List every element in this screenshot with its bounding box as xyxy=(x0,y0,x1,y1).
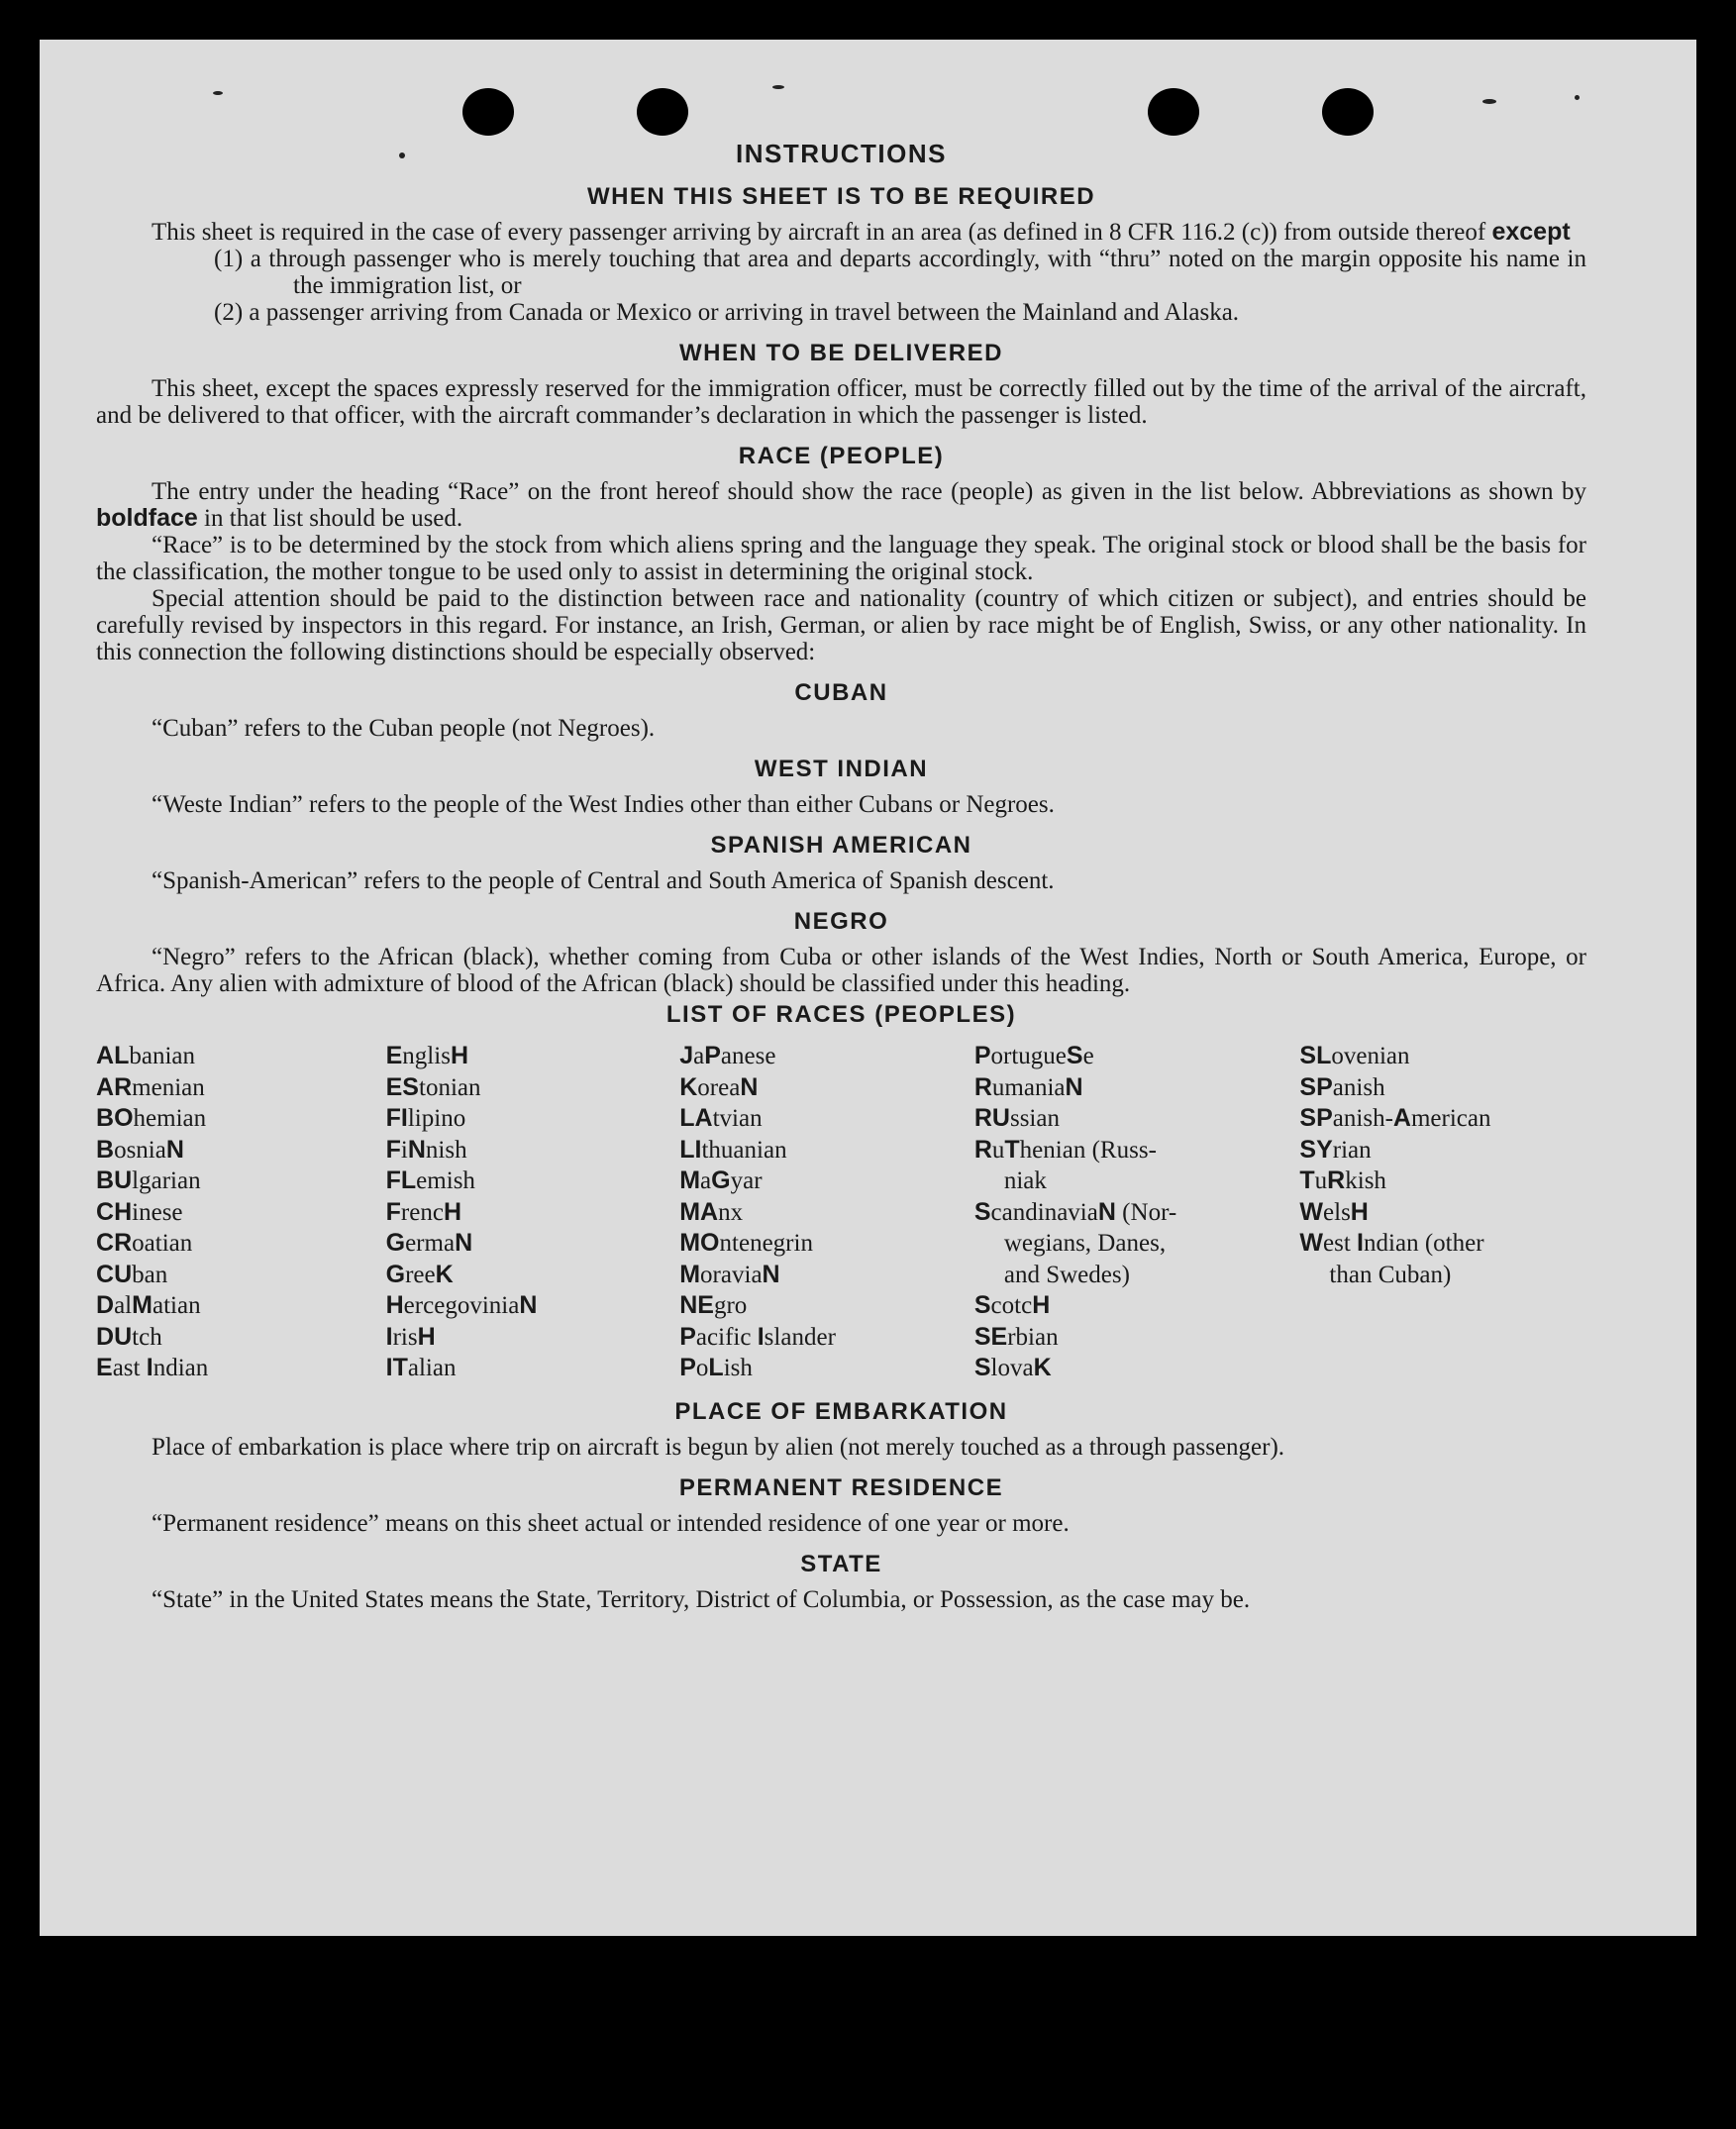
races-column xyxy=(96,1041,386,1384)
race-entry: ALbanian xyxy=(96,1042,196,1069)
paragraph: “Cuban” refers to the Cuban people (not Negroes). xyxy=(152,715,656,742)
race-entry: PoLish xyxy=(679,1354,753,1381)
race-entry: ITalian xyxy=(385,1354,457,1381)
paragraph: The entry under the heading “Race” on the front hereof should show the race (people) as given in the list below. Abbreviations as shown by boldface in that list should be used. xyxy=(96,478,1586,532)
dust-speck xyxy=(1575,95,1580,100)
paragraph: This sheet, except the spaces expressly reserved for the immigration officer, must be correctly filled out by the time of the arrival of the aircraft, and be delivered to that officer, with the aircraft commander’s declaration in which the passenger is listed. xyxy=(96,375,1586,429)
section-heading: PERMANENT RESIDENCE xyxy=(678,1473,1004,1501)
race-entry: BUlgarian xyxy=(96,1166,201,1194)
race-entry: IrisH xyxy=(385,1322,436,1351)
dust-speck xyxy=(1482,99,1496,104)
race-entry: DUtch xyxy=(96,1322,162,1351)
race-entry: RumaniaN xyxy=(973,1072,1083,1101)
section-heading: PLACE OF EMBARKATION xyxy=(674,1397,1008,1425)
instructions-body xyxy=(96,139,1586,1613)
race-entry: LIthuanian xyxy=(679,1135,787,1164)
list-item: (1) a through passenger who is merely touching that area and departs accordingly, with “thru” noted on the margin opposite his name in the immigration list, or xyxy=(214,246,1586,299)
races-list xyxy=(96,1041,1586,1384)
race-entry: GreeK xyxy=(385,1260,454,1288)
race-entry: DalMatian xyxy=(96,1291,201,1319)
race-entry: SlovaK xyxy=(973,1354,1052,1381)
races-column xyxy=(974,1041,1300,1384)
race-entry: West Indian (other xyxy=(1299,1229,1484,1257)
race-entry: NEgro xyxy=(679,1291,748,1319)
race-entry: SYrian xyxy=(1299,1135,1372,1164)
race-entry: SPanish-American xyxy=(1299,1104,1491,1132)
list-item: (2) a passenger arriving from Canada or Mexico or arriving in travel between the Mainland and Alaska. xyxy=(214,299,1240,326)
race-entry: FrencH xyxy=(385,1197,461,1226)
paragraph: Place of embarkation is place where trip on aircraft is begun by alien (not merely touched as a through passenger). xyxy=(152,1433,1285,1461)
races-column xyxy=(386,1041,680,1384)
bold-term: except xyxy=(1491,218,1571,246)
section-heading: WEST INDIAN xyxy=(754,756,929,782)
race-entry: MAnx xyxy=(679,1197,744,1226)
dust-speck xyxy=(772,85,784,89)
paragraph: This sheet is required in the case of every passenger arriving by aircraft in an area (as defined in 8 CFR 116.2 (c)) from outside thereof except xyxy=(152,218,1571,246)
document-sheet xyxy=(40,40,1696,1936)
section-heading: WHEN THIS SHEET IS TO BE REQUIRED xyxy=(586,183,1096,210)
race-entry: RuThenian (Russ- xyxy=(973,1135,1157,1164)
section-heading: RACE (PEOPLE) xyxy=(738,443,945,469)
paragraph: “Spanish-American” refers to the people of Central and South America of Spanish descent. xyxy=(152,867,1055,894)
paragraph: “Weste Indian” refers to the people of the West Indies other than either Cubans or Negroes. xyxy=(152,791,1055,818)
race-entry: PortugueSe xyxy=(973,1042,1094,1069)
race-entry-continuation: niak xyxy=(1003,1167,1047,1194)
race-entry: TuRkish xyxy=(1299,1166,1386,1194)
section-heading: LIST OF RACES (PEOPLES) xyxy=(665,1001,1017,1028)
punch-hole xyxy=(1322,88,1374,136)
race-entry: SLovenian xyxy=(1299,1042,1410,1069)
race-entry: MaGyar xyxy=(679,1166,763,1194)
races-column xyxy=(1299,1041,1586,1384)
race-entry: FIlipino xyxy=(385,1104,466,1132)
race-entry: RUssian xyxy=(973,1104,1060,1132)
race-entry: ARmenian xyxy=(96,1072,205,1101)
paragraph: “Race” is to be determined by the stock from which aliens spring and the language they speak. The original stock or blood shall be the basis for the classification, the mother tongue to be used only to assist in determining the original stock. xyxy=(96,532,1586,585)
race-entry: SPanish xyxy=(1299,1072,1385,1101)
punch-hole xyxy=(637,88,688,136)
section-heading: SPANISH AMERICAN xyxy=(710,832,972,859)
race-entry: CRoatian xyxy=(96,1229,193,1257)
race-entry: EStonian xyxy=(385,1072,481,1101)
race-entry: FLemish xyxy=(385,1166,475,1194)
race-entry: LAtvian xyxy=(679,1104,763,1132)
race-entry: HercegoviniaN xyxy=(385,1291,538,1319)
race-entry: MOntenegrin xyxy=(679,1229,813,1257)
section-heading: WHEN TO BE DELIVERED xyxy=(679,340,1003,366)
paragraph: “Permanent residence” means on this sheet actual or intended residence of one year or more. xyxy=(152,1509,1070,1537)
race-entry: SErbian xyxy=(973,1322,1059,1351)
race-entry: WelsH xyxy=(1299,1197,1369,1226)
dust-speck xyxy=(213,91,223,95)
race-entry: FiNnish xyxy=(385,1135,467,1164)
race-entry: CHinese xyxy=(96,1197,183,1226)
paragraph: “State” in the United States means the State, Territory, District of Columbia, or Possession, as the case may be. xyxy=(152,1585,1251,1613)
race-entry-continuation: than Cuban) xyxy=(1329,1261,1452,1288)
race-entry: CUban xyxy=(96,1260,168,1288)
punch-hole xyxy=(1148,88,1199,136)
race-entry-continuation: and Swedes) xyxy=(1003,1261,1130,1288)
section-heading: CUBAN xyxy=(794,679,888,706)
paragraph: Special attention should be paid to the distinction between race and nationality (country of which citizen or subject), and entries should be carefully revised by inspectors in this regard. For instance, an Irish, German, or alien by race might be of English, Swiss, or any other nationality. In this connection the following distinctions should be especially observed: xyxy=(96,585,1586,665)
paragraph: “Negro” refers to the African (black), whether coming from Cuba or other islands of the West Indies, North or South America, Europe, or Africa. Any alien with admixture of blood of the African (black) should be classified under this heading. xyxy=(96,944,1586,997)
race-entry: EnglisH xyxy=(385,1042,468,1069)
race-entry: BOhemian xyxy=(96,1104,207,1132)
race-entry: BosniaN xyxy=(96,1135,184,1164)
punch-hole xyxy=(462,88,514,136)
page-title: INSTRUCTIONS xyxy=(736,139,947,168)
section-heading: NEGRO xyxy=(793,908,889,935)
race-entry: ScotcH xyxy=(973,1291,1051,1319)
race-entry: MoraviaN xyxy=(679,1260,780,1288)
race-entry-continuation: wegians, Danes, xyxy=(1003,1230,1167,1257)
race-entry: ScandinaviaN (Nor- xyxy=(973,1197,1177,1226)
race-entry: GermaN xyxy=(385,1229,473,1257)
section-heading: STATE xyxy=(800,1550,882,1577)
race-entry: KoreaN xyxy=(679,1072,759,1101)
races-column xyxy=(679,1041,974,1384)
race-entry: East Indian xyxy=(96,1354,209,1381)
race-entry: Pacific Islander xyxy=(679,1322,836,1351)
race-entry: JaPanese xyxy=(679,1042,776,1069)
bold-term: boldface xyxy=(96,504,198,532)
